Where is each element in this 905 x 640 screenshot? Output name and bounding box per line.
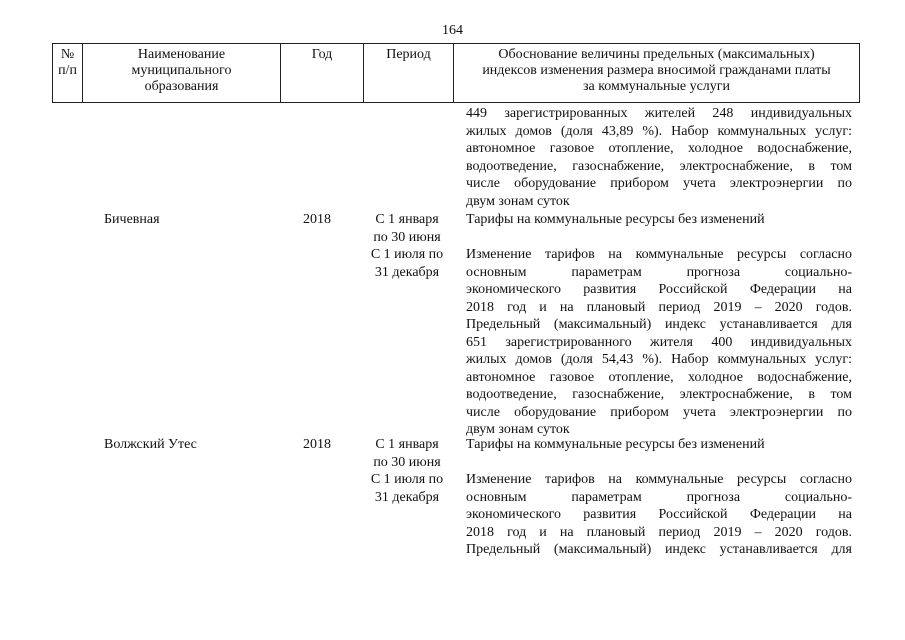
period-line: С 1 января [375, 212, 439, 227]
header-basis-line: за коммунальные услуги [582, 79, 731, 94]
header-number-line: п/п [58, 63, 77, 78]
header-basis-line: Обоснование величины предельных (максимальных) [498, 47, 815, 62]
row-basis-second-half [466, 471, 852, 559]
row-year: 2018 [303, 437, 331, 452]
row-municipality-name: Волжский Утес [104, 437, 197, 452]
text-line: числе оборудование прибором учета электроэнергии по [466, 404, 852, 420]
text-line: водоотведение, газоснабжение, электроснабжение, в том [466, 158, 852, 174]
header-basis-line: индексов изменения размера вносимой гражданами платы [482, 63, 831, 78]
text-line: Изменение тарифов на коммунальные ресурсы согласно [466, 472, 852, 487]
text-line: Предельный (максимальный) индекс устанавливается для [466, 542, 852, 557]
header-name-cell [83, 47, 280, 95]
text-line: числе оборудование прибором учета электроэнергии по [466, 176, 852, 191]
period-line: по 30 июня [373, 229, 441, 245]
period-line: С 1 января [375, 437, 439, 452]
page-number: 164 [442, 23, 463, 38]
text-line: жилых домов (доля 54,43 %). Набор коммунальных услуг: [466, 352, 852, 367]
period-line: 31 декабря [374, 489, 440, 505]
header-year-label: Год [311, 47, 333, 62]
header-period-label: Период [386, 47, 431, 62]
header-year-cell [281, 47, 363, 63]
text-line: автономное газовое отопление, холодное водоснабжение, [466, 369, 852, 385]
header-name-line: муниципального [131, 63, 232, 78]
row-basis-first-half: Тарифы на коммунальные ресурсы без изменений [466, 437, 765, 452]
period-line: по 30 июня [373, 454, 441, 470]
header-period-cell [364, 47, 453, 63]
table-header [52, 43, 860, 103]
row-period-second-half [363, 246, 451, 281]
text-line: 2018 год и на плановый период 2019 – 2020 годов. [466, 299, 852, 315]
text-line: Предельный (максимальный) индекс устанавливается для [466, 317, 852, 332]
text-line: 449 зарегистрированных жителей 248 индивидуальных [466, 106, 852, 121]
header-name-line: образования [144, 79, 219, 94]
header-number-cell [53, 47, 82, 79]
header-number-line: № [60, 47, 75, 62]
row-period-first-half [363, 211, 451, 246]
text-line: экономического развития Российской Федерации на [466, 507, 852, 522]
text-line: основным параметрам прогноза социально- [466, 264, 852, 280]
text-line: экономического развития Российской Федерации на [466, 282, 852, 297]
row-municipality-name: Бичевная [104, 212, 160, 227]
text-line: двум зонам суток [466, 422, 570, 437]
period-line: С 1 июля по [370, 472, 444, 487]
text-line: жилых домов (доля 43,89 %). Набор коммунальных услуг: [466, 123, 852, 139]
text-line: водоотведение, газоснабжение, электроснабжение, в том [466, 387, 852, 402]
period-line: С 1 июля по [370, 247, 444, 262]
row-year: 2018 [303, 212, 331, 227]
text-line: 2018 год и на плановый период 2019 – 2020 годов. [466, 524, 852, 540]
text-line: Изменение тарифов на коммунальные ресурсы согласно [466, 247, 852, 262]
text-line: автономное газовое отопление, холодное водоснабжение, [466, 141, 852, 156]
row-period-first-half [363, 436, 451, 471]
header-basis-cell [454, 47, 859, 95]
period-line: 31 декабря [374, 264, 440, 280]
text-line: двум зонам суток [466, 193, 570, 209]
text-line: основным параметрам прогноза социально- [466, 489, 852, 505]
header-name-line: Наименование [137, 47, 226, 62]
row-basis-second-half [466, 246, 852, 439]
row-basis-first-half: Тарифы на коммунальные ресурсы без изменений [466, 212, 765, 227]
continuation-text [466, 105, 852, 210]
row-period-second-half [363, 471, 451, 506]
text-line: 651 зарегистрированного жителя 400 индивидуальных [466, 334, 852, 350]
